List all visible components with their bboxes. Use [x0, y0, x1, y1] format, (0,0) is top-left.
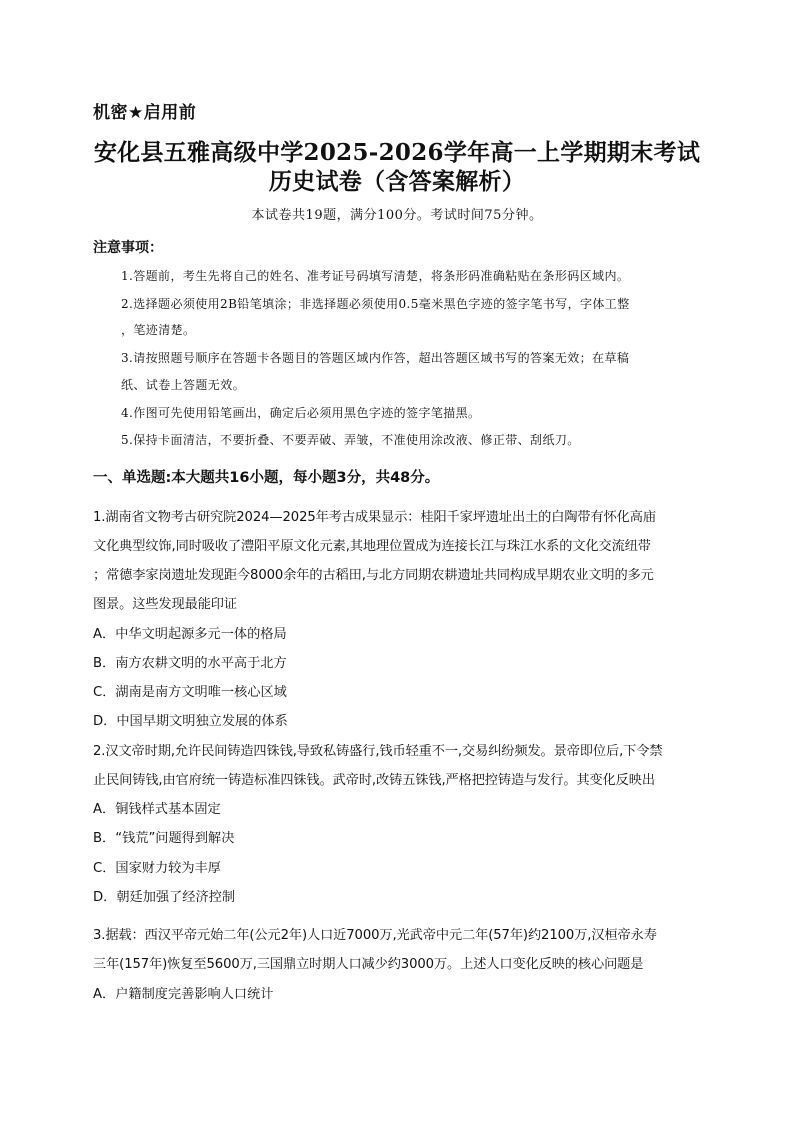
question-2-option-b: B．“钱荒”问题得到解决	[93, 831, 235, 846]
question-2-line: 止民间铸钱,由官府统一铸造标准四铢钱。武帝时,改铸五铢钱,严格把控铸造与发行。其变化反映出	[93, 773, 655, 788]
secret-mark: 机密★启用前	[93, 103, 197, 123]
section-heading: 一、单选题:本大题共16小题，每小题3分，共48分。	[93, 470, 440, 486]
notice-line: ，笔迹清楚。	[121, 323, 196, 337]
question-2-option-c: C．国家财力较为丰厚	[93, 861, 221, 876]
question-1-line: 1.湖南省文物考古研究院2024—2025年考古成果显示：桂阳千家坪遗址出土的白陶带有怀化高庙	[93, 510, 656, 525]
question-1-line: 文化典型纹饰,同时吸收了澧阳平原文化元素,其地理位置成为连接长江与珠江水系的文化交流纽带	[93, 539, 651, 554]
notice-line: 1.答题前，考生先将自己的姓名、准考证号码填写清楚，将条形码准确粘贴在条形码区域内。	[121, 269, 630, 283]
notice-line: 4.作图可先使用铅笔画出，确定后必须用黑色字迹的签字笔描黑。	[121, 406, 481, 420]
question-3-option-a: A．户籍制度完善影响人口统计	[93, 987, 274, 1002]
question-1-option-d: D．中国早期文明独立发展的体系	[93, 714, 288, 729]
question-1-option-c: C．湖南是南方文明唯一核心区域	[93, 685, 287, 700]
question-1-option-a: A．中华文明起源多元一体的格局	[93, 627, 287, 642]
notice-line: 3.请按照题号顺序在答题卡各题目的答题区域内作答，超出答题区域书写的答案无效；在草稿	[121, 351, 630, 365]
exam-title-line1: 安化县五雅高级中学2025-2026学年高一上学期期末考试	[93, 139, 701, 166]
question-1-line: ；常德李家岗遗址发现距今8000余年的古稻田,与北方同期农耕遗址共同构成早期农业文明的多元	[93, 568, 654, 583]
exam-subtitle: 本试卷共19题，满分100分。考试时间75分钟。	[251, 208, 543, 223]
question-1-option-b: B．南方农耕文明的水平高于北方	[93, 656, 287, 671]
question-2-line: 2.汉文帝时期,允许民间铸造四铢钱,导致私铸盛行,钱币轻重不一,交易纠纷频发。景帝即位后,下令禁	[93, 744, 663, 759]
question-2-option-d: D．朝廷加强了经济控制	[93, 890, 236, 905]
question-3-line: 三年(157年)恢复至5600万,三国鼎立时期人口减少约3000万。上述人口变化反映的核心问题是	[93, 957, 644, 972]
question-1-line: 图景。这些发现最能印证	[93, 597, 237, 612]
exam-title-line2: 历史试卷（含答案解析）	[268, 168, 526, 195]
notice-heading: 注意事项：	[93, 240, 163, 256]
question-2-option-a: A．铜钱样式基本固定	[93, 802, 221, 817]
notice-line: 纸、试卷上答题无效。	[121, 378, 246, 392]
notice-line: 5.保持卡面清洁，不要折叠、不要弄破、弄皱，不准使用涂改液、修正带、刮纸刀。	[121, 433, 580, 447]
notice-line: 2.选择题必须使用2B铅笔填涂；非选择题必须使用0.5毫米黑色字迹的签字笔书写，字体工整	[121, 297, 630, 311]
question-3-line: 3.据载：西汉平帝元始二年(公元2年)人口近7000万,光武帝中元二年(57年)约2100万,汉桓帝永寿	[93, 928, 657, 943]
